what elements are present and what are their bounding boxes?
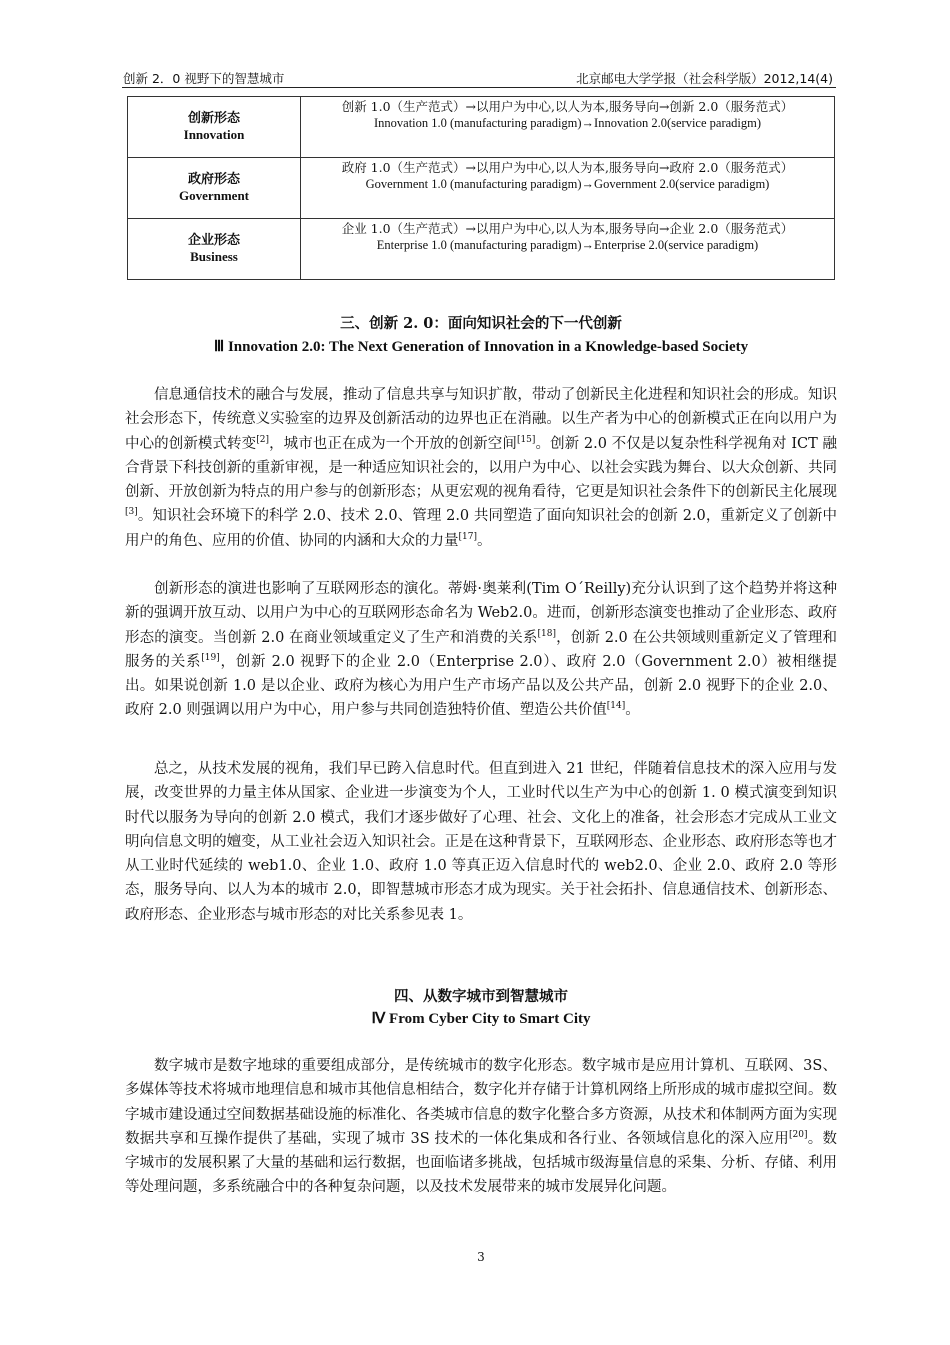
section-3-title-cn: 三、创新 2. 0：面向知识社会的下一代创新: [340, 315, 622, 332]
row-label-cell: [128, 97, 301, 158]
section-3-paragraph-1: 信息通信技术的融合与发展，推动了信息共享与知识扩散，带动了创新民主化进程和知识社会的形成。知识社会形态下，传统意义实验室的边界及创新活动的边界也正在消融。以生产者为中心的创新模式正在向以用户为中心的创新模式转变[2]，城市也正在成为一个开放的创新空间[15]。创新 2.0 不仅是以复杂性科学视角对 ICT 融合背景下科技创新的重新审视，是一种适应知识社会的，以用户为中心、以社会实践为舞台、以大众创新、共同创新、开放创新为特点的用户参与的创新形态；从更宏观的视角看待，它更是知识社会条件下的创新民主化展现[3]。知识社会环境下的科学 2.0、技术 2.0、管理 2.0 共同塑造了面向知识社会的创新 2.0，重新定义了创新中用户的角色、应用的价值、协同的内涵和大众的力量[17]。: [125, 387, 838, 549]
page-number: 3: [477, 1250, 485, 1264]
table-row: [128, 158, 835, 219]
row-desc-cell: [301, 97, 835, 158]
row-desc-cell: [301, 219, 835, 280]
row-label-en: Business: [190, 249, 238, 264]
row-label-en: Government: [178, 188, 250, 203]
citation-ref: [19]: [201, 653, 220, 664]
comparison-table: [127, 96, 835, 280]
row-desc-en: Government 1.0 (manufacturing paradigm)→Government 2.0(service paradigm): [365, 177, 770, 191]
section-4-title-en: Ⅳ From Cyber City to Smart City: [371, 1011, 591, 1027]
citation-ref: [2]: [256, 434, 269, 445]
section-3-paragraph-2: 创新形态的演进也影响了互联网形态的演化。蒂姆·奥莱利(Tim O´Reilly)充分认识到了这个趋势并将这种新的强调开放互动、以用户为中心的互联网形态命名为 Web2.0。进而，创新形态演变也推动了企业形态、政府形态的演变。当创新 2.0 在商业领域重定义了生产和消费的关系[18]，创新 2.0 在公共领域则重新定义了管理和服务的关系[19]，创新 2.0 视野下的企业 2.0（Enterprise 2.0）、政府 2.0（Government 2.0）被相继提出。如果说创新 1.0 是以企业、政府为核心为用户生产市场产品以及公共产品，创新 2.0 视野下的企业 2.0、政府 2.0 则强调以用户为中心，用户参与共同创造独特价值、塑造公共价值[14]。: [125, 581, 837, 719]
section-4-paragraph-1: 数字城市是数字地球的重要组成部分，是传统城市的数字化形态。数字城市是应用计算机、互联网、3S、多媒体等技术将城市地理信息和城市其他信息相结合，数字化并存储于计算机网络上所形成的城市虚拟空间。数字城市建设通过空间数据基础设施的标准化、各类城市信息的数字化整合多方资源，从技术和体制两方面为实现数据共享和互操作提供了基础，实现了城市 3S 技术的一体化集成和各行业、各领域信息化的深入应用[20]。数字城市的发展积累了大量的基础和运行数据，也面临诸多挑战，包括城市级海量信息的采集、分析、存储、利用等处理问题，多系统融合中的各种复杂问题，以及技术发展带来的城市发展异化问题。: [125, 1058, 838, 1196]
row-desc-cn: 政府 1.0（生产范式）→以用户为中心,以人为本,服务导向→政府 2.0（服务范式）: [341, 160, 794, 175]
row-desc-cn: 企业 1.0（生产范式）→以用户为中心,以人为本,服务导向→企业 2.0（服务范式）: [341, 221, 794, 236]
citation-ref: [15]: [516, 434, 536, 445]
row-label-en: Innovation: [183, 127, 245, 142]
running-header-journal: 北京邮电大学学报（社会科学版）2012,14(4): [576, 71, 833, 86]
row-desc-en: Innovation 1.0 (manufacturing paradigm)→Innovation 2.0(service paradigm): [373, 116, 762, 130]
section-3-title-en: Ⅲ Innovation 2.0: The Next Generation of Innovation in a Knowledge-based Society: [213, 339, 749, 355]
table-row: [128, 97, 835, 158]
citation-ref: [17]: [458, 531, 477, 542]
row-label-cn: 政府形态: [187, 172, 240, 187]
table-row: [128, 219, 835, 280]
row-label-cell: [128, 158, 301, 219]
row-label-cn: 企业形态: [187, 233, 240, 248]
section-3-paragraph-3: 总之，从技术发展的视角，我们早已跨入信息时代。但直到进入 21 世纪，伴随着信息技术的深入应用与发展，改变世界的力量主体从国家、企业进一步演变为个人，工业时代以生产为中心的创新 1. 0 模式演变到知识时代以服务为导向的创新 2.0 模式，我们才逐步做好了心理、社会、文化上的准备，社会形态才完成从工业文明向信息文明的嬗变，从工业社会迈入知识社会。正是在这种背景下，互联网形态、企业形态、政府形态等也才从工业时代延续的 web1.0、企业 1.0、政府 1.0 等真正迈入信息时代的 web2.0、企业 2.0、政府 2.0 等形态，服务导向、以人为本的城市 2.0，即智慧城市形态才成为现实。关于社会拓扑、信息通信技术、创新形态、政府形态、企业形态与城市形态的对比关系参见表 1。: [125, 761, 837, 923]
citation-ref: [18]: [537, 628, 557, 639]
row-label-cn: 创新形态: [187, 111, 240, 126]
row-desc-en: Enterprise 1.0 (manufacturing paradigm)→Enterprise 2.0(service paradigm): [376, 238, 759, 252]
citation-ref: [20]: [788, 1130, 808, 1141]
header-divider: [122, 87, 836, 88]
row-label-cell: [128, 219, 301, 280]
row-desc-cn: 创新 1.0（生产范式）→以用户为中心,以人为本,服务导向→创新 2.0（服务范式）: [341, 99, 794, 114]
section-4-title-cn: 四、从数字城市到智慧城市: [394, 988, 568, 1005]
row-desc-cell: [301, 158, 835, 219]
running-header-title: 创新 2．0 视野下的智慧城市: [123, 71, 285, 86]
citation-ref: [3]: [125, 507, 138, 518]
citation-ref: [14]: [606, 701, 626, 712]
